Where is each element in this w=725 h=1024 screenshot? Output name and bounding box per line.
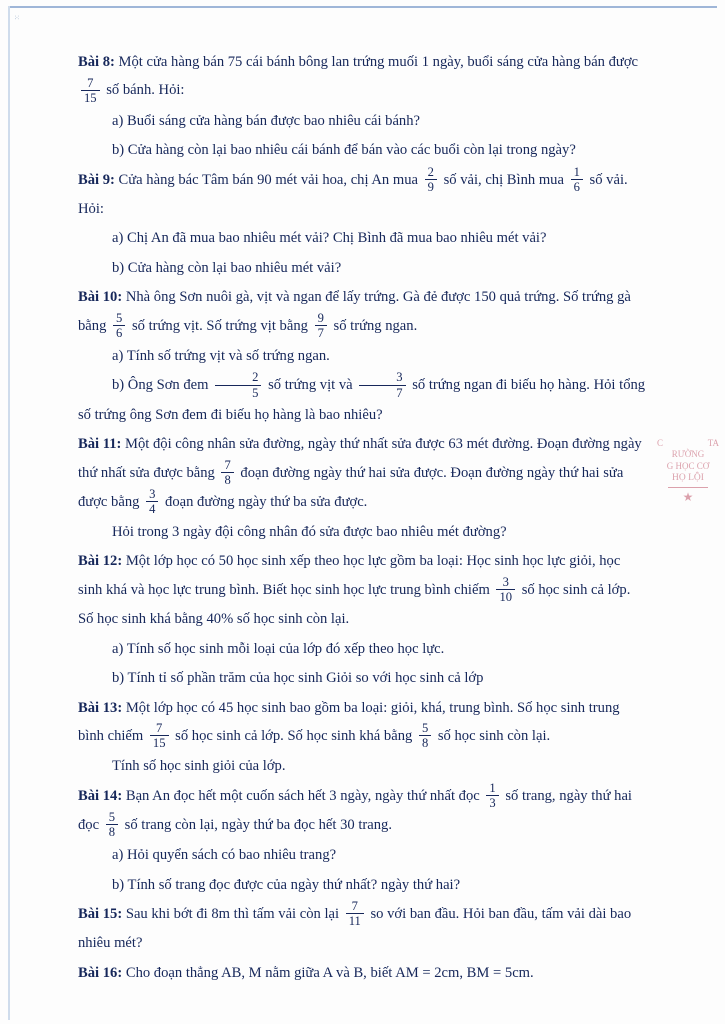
text-run: Sau khi bớt đi 8m thì tấm vải còn lại	[122, 906, 343, 923]
school-stamp	[655, 432, 721, 528]
exercise-label: Bài 12:	[78, 553, 123, 570]
fraction-numerator: 2	[427, 164, 434, 179]
exercise-subquestion	[78, 871, 648, 899]
exercise-subquestion	[78, 752, 648, 780]
text-run: Tính số học sinh giỏi của lớp.	[112, 758, 286, 775]
fraction-numerator: 5	[421, 721, 429, 736]
text-run: số học sinh cả lớp. Số học sinh khá bằng	[171, 728, 416, 744]
fraction	[571, 165, 583, 194]
fraction-numerator: 7	[87, 75, 94, 90]
stamp-line-1: RƯỜNG	[671, 449, 705, 459]
fraction-numerator: 3	[396, 370, 403, 385]
text-run: a) Tính số trứng vịt và số trứng ngan.	[112, 347, 330, 364]
text-run: b) Cửa hàng còn lại bao nhiêu mét vải?	[112, 259, 342, 276]
exercise-statement	[78, 48, 648, 106]
page-top-border	[8, 6, 717, 8]
exercise-subquestion	[78, 136, 648, 164]
text-run: Một đội công nhân sửa đường, ngày thứ nhất sửa được 63 mét đường. Đoạn đường ngày thứ nhất sửa được bằng	[78, 436, 642, 481]
exercise-subquestion	[78, 254, 648, 282]
fraction	[221, 458, 233, 487]
exercise-list	[78, 48, 648, 988]
text-run: Một cửa hàng bán 75 cái bánh bông lan trứng muối 1 ngày, buổi sáng cửa hàng bán được	[114, 54, 639, 70]
text-run: a) Tính số học sinh mỗi loại của lớp đó xếp theo học lực.	[112, 640, 445, 657]
exercise-statement	[78, 430, 648, 517]
exercise-label: Bài 8:	[78, 54, 115, 70]
exercise-subquestion	[78, 635, 648, 663]
exercise-subquestion	[78, 224, 648, 252]
fraction	[496, 575, 515, 604]
fraction	[315, 311, 327, 340]
text-run: Một lớp học có 50 học sinh xếp theo học lực gồm ba loại: Học sinh học lực giỏi, học sinh khá và học lực trung bình. Biết học sinh học lực trung bình chiếm	[78, 553, 621, 598]
fraction-numerator: 5	[108, 810, 116, 825]
fraction-denominator: 8	[221, 472, 233, 487]
fraction-numerator: 9	[317, 310, 324, 325]
exercise-label: Bài 15:	[78, 906, 123, 923]
fraction-denominator: 8	[419, 735, 431, 750]
fraction	[106, 810, 118, 839]
text-run: số vải. Hỏi:	[78, 171, 628, 217]
text-run: b) Cửa hàng còn lại bao nhiêu cái bánh để bán vào các buổi còn lại trong ngày?	[112, 142, 576, 159]
text-run: số trứng vịt và	[264, 377, 357, 394]
exercise-statement	[78, 283, 648, 341]
fraction-numerator: 2	[252, 370, 259, 385]
fraction	[425, 165, 437, 194]
text-run: a) Chị An đã mua bao nhiêu mét vải? Chị Bình đã mua bao nhiêu mét vải?	[112, 230, 547, 247]
fraction	[419, 721, 431, 750]
exercise-statement	[78, 547, 648, 633]
text-run: a) Hỏi quyển sách có bao nhiêu trang?	[112, 847, 337, 864]
text-run: Bạn An đọc hết một cuốn sách hết 3 ngày, ngày thứ nhất đọc	[122, 787, 484, 804]
exercise-subquestion	[78, 371, 648, 429]
exercise-label: Bài 13:	[78, 699, 123, 716]
fraction	[215, 370, 261, 399]
text-run: số bánh. Hỏi:	[102, 82, 185, 99]
fraction	[359, 370, 405, 399]
exercise-subquestion	[78, 841, 648, 869]
fraction	[486, 781, 498, 810]
text-run: Cho đoạn thẳng AB, M nằm giữa A và B, biết AM = 2cm, BM = 5cm.	[122, 964, 534, 981]
corner-mark: ⁙	[14, 14, 21, 22]
exercise-label: Bài 9:	[78, 171, 115, 188]
text-run: so với ban đầu. Hỏi ban đầu, tấm vải dài bao nhiêu mét?	[78, 906, 632, 952]
fraction-numerator: 1	[489, 780, 496, 795]
stamp-side-right-text: TA	[707, 438, 719, 448]
exercise-statement	[78, 166, 648, 224]
fraction-denominator: 11	[346, 913, 364, 928]
text-run: b) Tính tỉ số phần trăm của học sinh Giỏi so với học sinh cả lớp	[112, 670, 484, 687]
text-run: a) Buổi sáng cửa hàng bán được bao nhiêu cái bánh?	[112, 112, 421, 129]
text-run: số học sinh còn lại.	[434, 728, 551, 744]
exercise-label: Bài 14:	[78, 787, 123, 804]
text-run: số trứng ngan đi biếu họ hàng. Hỏi tổng số trứng ông Sơn đem đi biếu họ hàng là bao nhiêu?	[78, 377, 646, 423]
text-run: số học sinh cả lớp. Số học sinh khá bằng 40% số học sinh còn lại.	[78, 581, 631, 628]
fraction	[146, 487, 158, 516]
exercise-statement	[78, 959, 648, 987]
fraction-denominator: 15	[81, 90, 100, 105]
fraction-denominator: 6	[113, 325, 125, 340]
star-icon: ★	[682, 490, 694, 504]
fraction	[346, 899, 364, 928]
text-run: Một lớp học có 45 học sinh bao gồm ba loại: giỏi, khá, trung bình. Số học sinh trung bình chiếm	[78, 699, 620, 744]
fraction-denominator: 9	[425, 179, 437, 194]
exercise-statement	[78, 694, 648, 752]
text-run: Hỏi trong 3 ngày đội công nhân đó sửa được bao nhiêu mét đường?	[112, 524, 507, 541]
page-left-border	[8, 6, 10, 1020]
exercise-statement	[78, 782, 648, 841]
fraction-numerator: 5	[116, 310, 123, 325]
fraction-denominator: 7	[315, 325, 327, 340]
text-run: Nhà ông Sơn nuôi gà, vịt và ngan để lấy trứng. Gà đẻ được 150 quả trứng. Số trứng gà bằng	[78, 289, 631, 334]
text-run: b) Ông Sơn đem	[112, 377, 213, 394]
fraction-denominator: 4	[146, 501, 158, 516]
fraction-numerator: 3	[149, 486, 156, 501]
stamp-line-3: HỌ LỘI	[672, 473, 704, 483]
exercise-label: Bài 11:	[78, 436, 122, 453]
exercise-label: Bài 10:	[78, 289, 123, 306]
fraction-denominator: 3	[486, 795, 498, 810]
stamp-side-left-text: C	[657, 438, 664, 448]
fraction-denominator: 8	[106, 824, 118, 839]
stamp-line-2: G HỌC CƠ	[666, 461, 710, 471]
text-run: số trứng ngan.	[329, 317, 418, 334]
text-run: đoạn đường ngày thứ hai sửa được. Đoạn đường ngày thứ hai sửa được bằng	[78, 464, 624, 510]
text-run: b) Tính số trang đọc được của ngày thứ nhất? ngày thứ hai?	[112, 876, 461, 893]
exercise-label: Bài 16:	[78, 964, 123, 981]
fraction-numerator: 7	[156, 721, 163, 736]
exercise-subquestion	[78, 342, 648, 370]
text-run: số vải, chị Bình mua	[439, 171, 568, 188]
stamp-divider	[668, 487, 708, 488]
fraction-denominator: 10	[496, 589, 515, 604]
exercise-statement	[78, 900, 648, 958]
text-run: đoạn đường ngày thứ ba sửa được.	[161, 493, 368, 510]
text-run: số trang còn lại, ngày thứ ba đọc hết 30 trang.	[121, 816, 392, 833]
text-run: Cửa hàng bác Tâm bán 90 mét vải hoa, chị An mua	[114, 171, 422, 188]
fraction-denominator: 6	[571, 179, 583, 194]
fraction-denominator: 7	[359, 385, 405, 400]
fraction-numerator: 3	[502, 575, 509, 589]
fraction	[81, 76, 100, 105]
exercise-subquestion	[78, 518, 648, 546]
exercise-subquestion	[78, 107, 648, 135]
fraction-numerator: 7	[351, 899, 358, 914]
fraction-denominator: 15	[150, 735, 169, 750]
fraction-denominator: 5	[215, 385, 261, 400]
fraction-numerator: 7	[224, 457, 231, 472]
exercise-subquestion	[78, 664, 648, 692]
text-run: số trứng vịt. Số trứng vịt bằng	[128, 317, 312, 334]
fraction	[150, 721, 169, 750]
fraction	[113, 311, 125, 340]
text-run: số trang, ngày thứ hai đọc	[78, 787, 632, 833]
fraction-numerator: 1	[573, 164, 580, 179]
